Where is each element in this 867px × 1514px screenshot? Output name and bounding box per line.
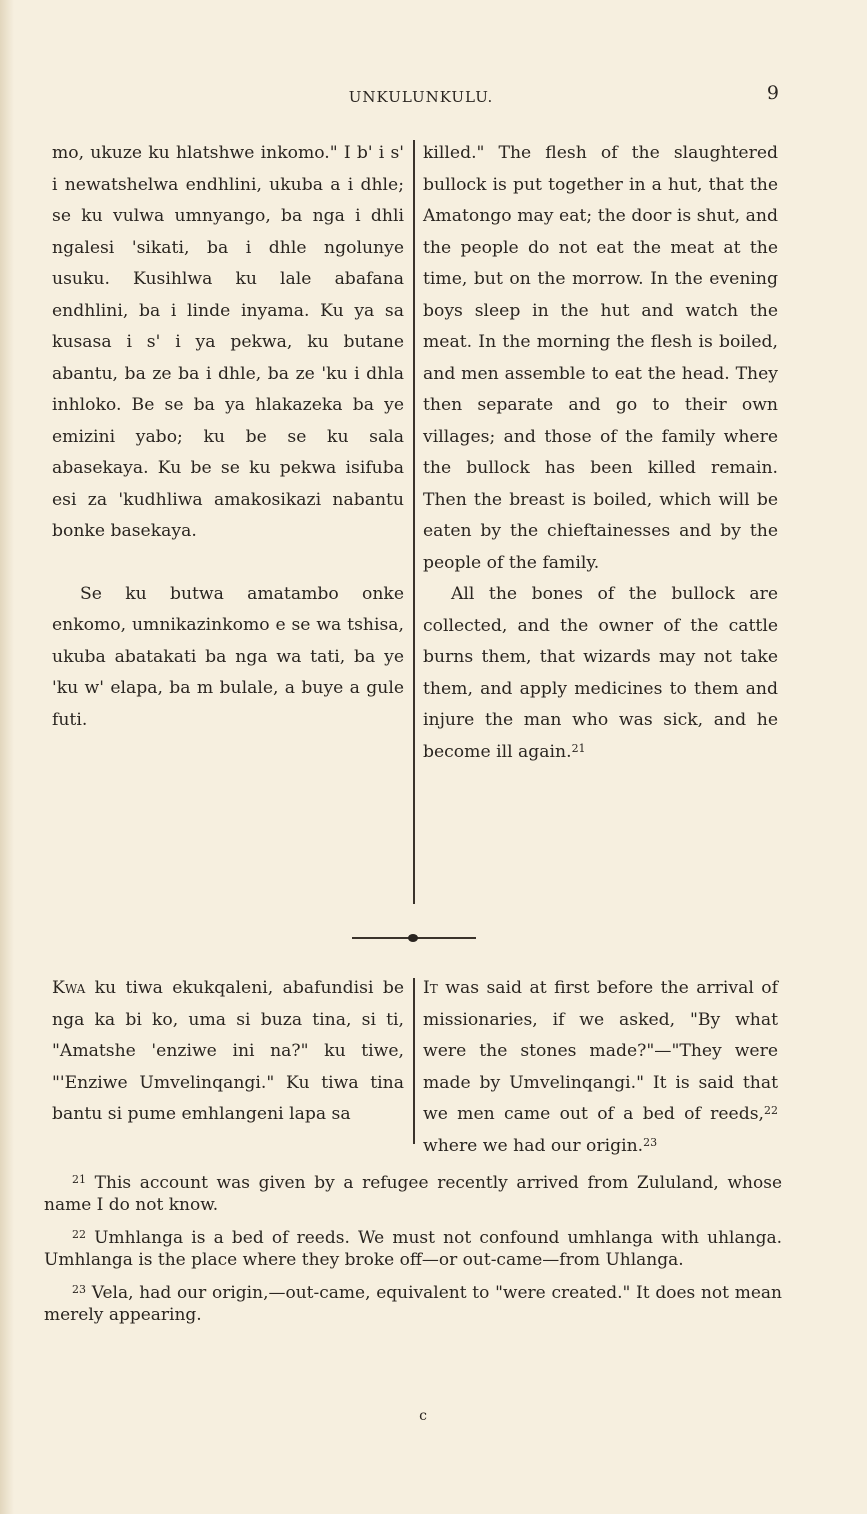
footnotes bbox=[44, 1172, 782, 1337]
zulu-paragraph-3-text: ku tiwa ekukqaleni, abafundisi be nga ka bi ko, uma si buza tina, si ti, "Amatshe 'enziwe ini na?" ku tiwe, "'Enziwe Umvelinqangi." Ku tiwa tina bantu si pume emhlangeni lapa sa bbox=[52, 978, 404, 1124]
footnote-21 bbox=[44, 1172, 782, 1216]
zulu-paragraph-2: Se ku butwa amatambo onke enkomo, umnikazinkomo e se wa tshisa, ukuba abatakati ba nga wa tati, ba ye 'ku w' elapa, ba m bulale, a buye a gule futi. bbox=[52, 583, 404, 730]
separator-ornament bbox=[408, 934, 418, 942]
zulu-column-2 bbox=[52, 973, 404, 1131]
english-paragraph-2 bbox=[423, 579, 778, 768]
footnote-ref-21: 21 bbox=[571, 741, 586, 755]
footnote-ref-23: 23 bbox=[643, 1135, 658, 1149]
footnote-text: Umhlanga is a bed of reeds. We must not confound umhlanga with uhlanga. Umhlanga is the place where they broke off—or out-came—from Uhlanga. bbox=[44, 1228, 782, 1270]
footnote-number: 22 bbox=[72, 1228, 86, 1241]
english-lead-word: It bbox=[423, 978, 438, 998]
footnote-number: 23 bbox=[72, 1283, 86, 1296]
english-paragraph-3-tail: where we had our origin. bbox=[423, 1135, 644, 1156]
footnote-text: This account was given by a refugee recently arrived from Zululand, whose name I do not know. bbox=[44, 1173, 782, 1215]
english-paragraph-3-text: was said at first before the arrival of missionaries, if we asked, "By what were the stones made?"—"They were made by Umvelinqangi." It is said that we men came out of a bed of reeds, bbox=[423, 978, 778, 1124]
page-number: 9 bbox=[766, 82, 779, 104]
page-gutter-shadow bbox=[0, 0, 14, 1514]
column-rule-2 bbox=[413, 978, 415, 1144]
english-column-2 bbox=[423, 973, 778, 1162]
zulu-lead-word: Kwa bbox=[52, 978, 86, 998]
english-paragraph-2-text: All the bones of the bullock are collected, and the owner of the cattle burns them, that wizards may not take them, and apply medicines to them and injure the man who was sick, and he become ill again. bbox=[423, 584, 778, 762]
running-title: UNKULUNKULU. bbox=[348, 88, 494, 106]
zulu-paragraph-1: mo, ukuze ku hlatshwe inkomo." I b' i s' i newatshelwa endhlini, ukuba a i dhle; se ku vulwa umnyango, ba nga i dhli ngalesi 'sikati, ba i dhle ngolunye usuku. Kusihlwa ku lale abafana endhlini, ba i linde inyama. Ku ya sa kusasa i s' i ya pekwa, ku butane abantu, ba ze ba i dhle, ba ze 'ku i dhla inhloko. Be se ba ya hlakazeka ba ye emizini yabo; ku be se ku sala abasekaya. Ku be se ku pekwa isifuba esi za 'kudhliwa amakosikazi nabantu bonke basekaya. bbox=[52, 143, 404, 541]
footnote-text: Vela, had our origin,—out-came, equivalent to "were created." It does not mean merely appearing. bbox=[44, 1283, 783, 1325]
english-paragraph-3 bbox=[423, 973, 778, 1162]
zulu-column-1 bbox=[52, 138, 404, 736]
footnote-22 bbox=[44, 1227, 782, 1271]
footnote-ref-22: 22 bbox=[764, 1104, 778, 1117]
column-rule-1 bbox=[413, 140, 415, 904]
english-paragraph-1: killed." The flesh of the slaughtered bullock is put together in a hut, that the Amatongo may eat; the door is shut, and the people do not eat the meat at the time, but on the morrow. In the evening boys sleep in the hut and watch the meat. In the morning the flesh is boiled, and men assemble to eat the head. They then separate and go to their own villages; and those of the family where the bullock has been killed remain. Then the breast is boiled, which will be eaten by the chieftainesses and by the people of the family. bbox=[423, 143, 778, 573]
zulu-paragraph-3 bbox=[52, 973, 404, 1131]
footnote-number: 21 bbox=[72, 1173, 86, 1186]
footnote-23 bbox=[44, 1282, 782, 1326]
english-column-1 bbox=[423, 138, 778, 768]
signature-mark: c bbox=[419, 1408, 427, 1424]
